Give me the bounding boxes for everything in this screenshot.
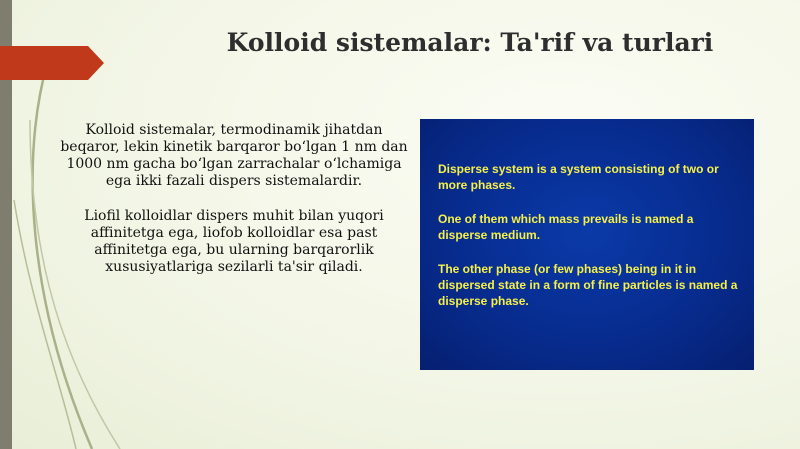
disperse-system-image: [420, 119, 754, 370]
red-arrow-tab: [0, 46, 104, 80]
body-paragraph-lyophilic: Liofil kolloidlar dispers muhit bilan yuqori affinitetga ega, liofob kolloidlar esa past affinitetga ega, bu ularning barqarorlik xususiyatlariga sezilarli ta'sir qiladi.: [84, 208, 384, 275]
image-line-1: Disperse system is a system consisting of two or more phases.: [438, 162, 719, 192]
slide-title: Kolloid sistemalar: Ta'rif va turlari: [226, 28, 714, 57]
image-line-3: The other phase (or few phases) being in it in dispersed state in a form of fine particles is named a disperse phase.: [438, 262, 738, 308]
body-paragraph-definition: Kolloid sistemalar, termodinamik jihatdan beqaror, lekin kinetik barqaror boʻlgan 1 nm dan 1000 nm gacha boʻlgan zarrachalar oʻlchamiga ega ikki fazali dispers sistemalardir.: [60, 122, 408, 189]
image-line-2: One of them which mass prevails is named a disperse medium.: [438, 212, 694, 242]
slide-body: [54, 122, 414, 294]
